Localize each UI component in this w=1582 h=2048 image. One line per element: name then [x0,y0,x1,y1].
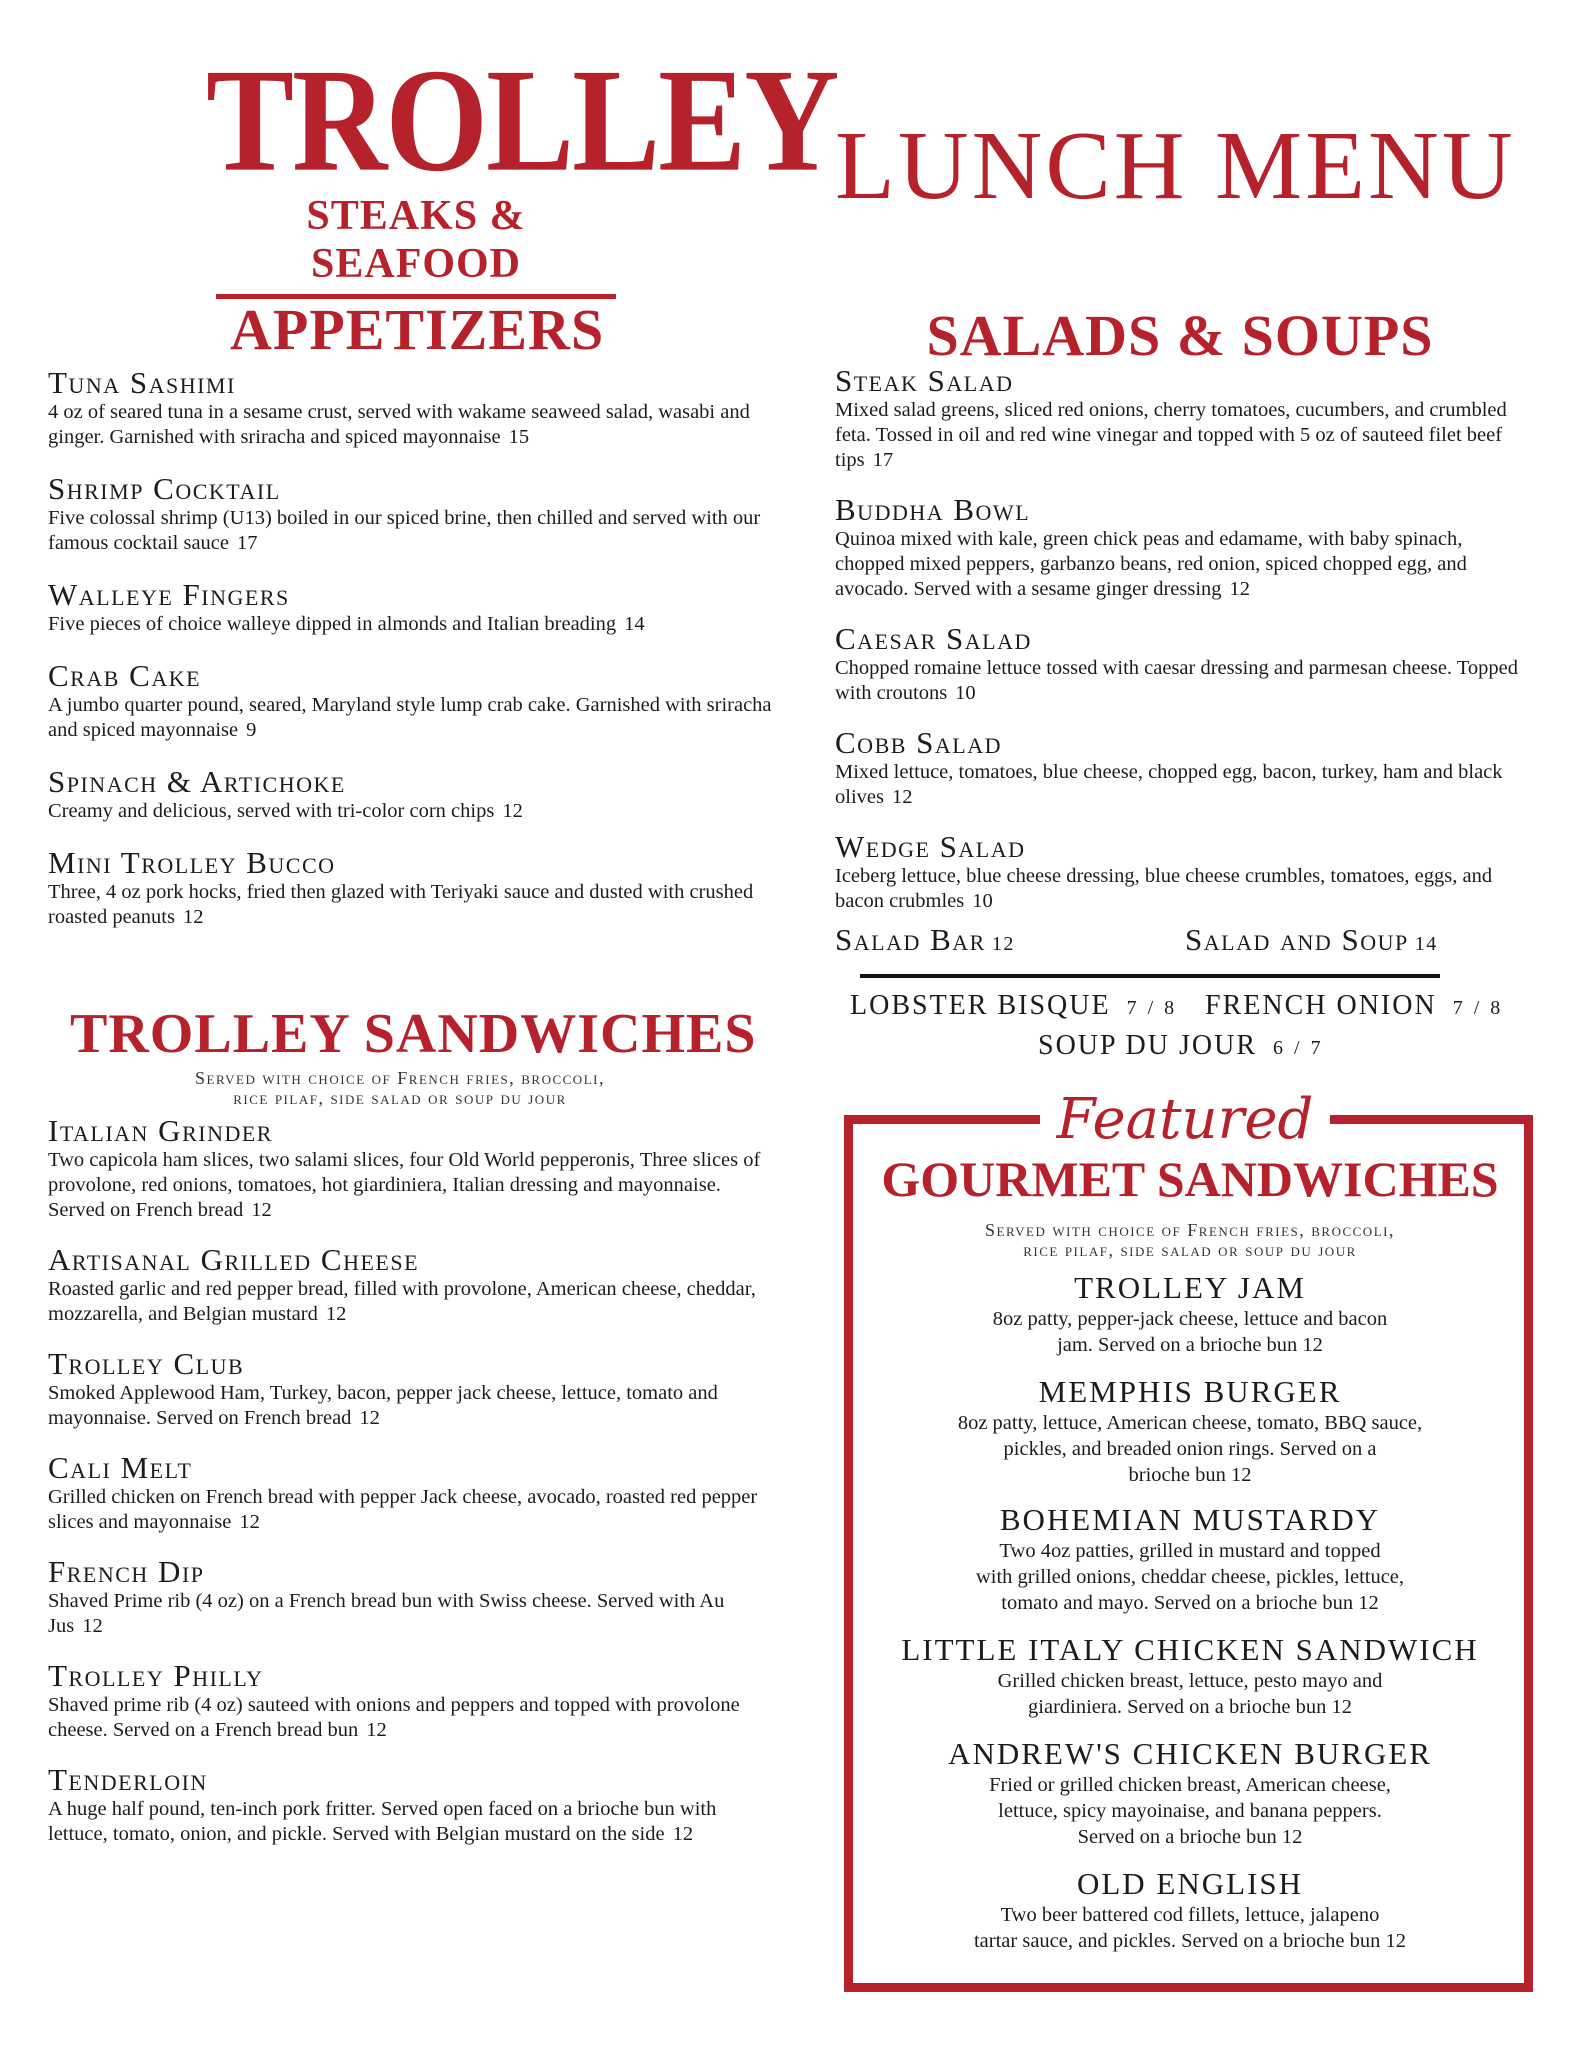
menu-item [48,1347,778,1431]
salads-list [835,364,1535,914]
salad-bar-item: Salad Bar 12 [835,922,1015,957]
item-name: OLD ENGLISH [1076,1866,1304,1901]
item-price: 12 [239,1511,260,1533]
item-name: Shrimp Cocktail [48,471,281,506]
item-description: pickles, and breaded onion rings. Served on a [1003,1438,1377,1460]
appetizers-list [48,366,778,930]
menu-item [835,493,1535,602]
item-price: 12 [325,1303,347,1325]
item-description: Two 4oz patties, grilled in mustard and topped [999,1540,1381,1562]
menu-item [48,366,778,450]
featured-label: Featured [1040,1085,1330,1155]
gourmet-served-note: Served with choice of French fries, broccoli, rice pilaf, side salad or soup du jour [985,1220,1395,1260]
item-description: brioche bun 12 [1128,1464,1252,1486]
item-price: 10 [955,682,976,704]
item-description: Iceberg lettuce, blue cheese dressing, blue cheese crumbles, tomatoes, eggs, and bacon crubmles 10 [835,865,1493,912]
menu-item [48,1114,778,1223]
item-description: tartar sauce, and pickles. Served on a brioche bun 12 [973,1930,1407,1952]
item-description: with grilled onions, cheddar cheese, pickles, lettuce, [975,1566,1405,1588]
item-price: 12 [182,906,204,928]
featured-item [870,1632,1510,1720]
trolley-logo [206,37,838,287]
item-description: 8oz patty, pepper-jack cheese, lettuce and bacon [992,1308,1388,1330]
item-description: Five colossal shrimp (U13) boiled in our spiced brine, then chilled and served with our famous cocktail sauce 17 [48,507,761,554]
item-description: 4 oz of seared tuna in a sesame crust, served with wakame seaweed salad, wasabi and ginger. Garnished with sriracha and spiced mayonnaise 15 [48,401,750,448]
item-name: Trolley Philly [48,1658,264,1693]
featured-item [870,1374,1510,1488]
item-description: Served on a brioche bun 12 [1077,1826,1303,1848]
item-name: ANDREW'S CHICKEN BURGER [948,1736,1432,1771]
divider [860,974,1440,978]
item-price: 6 / 7 [1273,1037,1324,1059]
item-description: Roasted garlic and red pepper bread, filled with provolone, American cheese, cheddar, mozzarella, and Belgian mustard 12 [48,1278,756,1325]
item-price: 12 [82,1615,103,1637]
item-name: Cobb Salad [835,725,1003,760]
item-description: giardiniera. Served on a brioche bun 12 [1028,1696,1352,1718]
featured-item [870,1502,1510,1616]
item-price: 12 [366,1719,387,1741]
item-name: Trolley Club [48,1346,245,1381]
item-name: Caesar Salad [835,621,1032,656]
soup-french-onion: FRENCH ONION 7 / 8 [1205,990,1504,1021]
item-description: Quinoa mixed with kale, green chick peas and edamame, with baby spinach, chopped mixed peppers, garbanzo beans, red onion, spiced chopped egg, and avocado. Served with a sesame ginger dressing 12 [835,528,1467,600]
item-description: Fried or grilled chicken breast, American cheese, [989,1774,1391,1796]
menu-item [48,846,778,930]
item-description: A jumbo quarter pound, seared, Maryland style lump crab cake. Garnished with sriracha and spiced mayonnaise 9 [48,694,772,741]
item-name: Tuna Sashimi [48,365,236,400]
item-description: Shaved prime rib (4 oz) sauteed with onions and peppers and topped with provolone cheese. Served on a French bread bun 12 [48,1694,740,1741]
item-name: LITTLE ITALY CHICKEN SANDWICH [901,1632,1479,1667]
item-price: 17 [872,449,894,471]
menu-item [835,364,1535,473]
item-description: 8oz patty, lettuce, American cheese, tomato, BBQ sauce, [957,1412,1423,1434]
salad-and-soup-item: Salad and Soup 14 [1185,922,1438,957]
logo-name: TROLLEY [206,37,838,203]
menu-item [835,622,1535,706]
item-name: TROLLEY JAM [1074,1270,1306,1305]
sandwiches-heading: TROLLEY SANDWICHES [70,1003,757,1065]
item-price: 14 [1414,933,1438,955]
item-description: Five pieces of choice walleye dipped in almonds and Italian breading 14 [48,613,645,635]
item-price: 12 [359,1407,380,1429]
menu-item [835,830,1535,914]
menu-item [48,1555,778,1639]
soup-du-jour: SOUP DU JOUR 6 / 7 [1038,1030,1324,1061]
item-price: 17 [237,532,258,554]
menu-item [48,578,778,637]
item-description: Creamy and delicious, served with tri-color corn chips 12 [48,800,523,822]
item-description: tomato and mayo. Served on a brioche bun 12 [1001,1592,1379,1614]
item-name: Steak Salad [835,363,1014,398]
menu-item [48,1659,778,1743]
menu-item [48,765,778,824]
item-name: MEMPHIS BURGER [1038,1374,1342,1409]
item-description: Grilled chicken breast, lettuce, pesto mayo and [997,1670,1383,1692]
item-name: French Dip [48,1554,205,1589]
item-name: BOHEMIAN MUSTARDY [999,1502,1381,1537]
featured-item [870,1866,1510,1954]
item-price: 10 [972,890,993,912]
item-description: A huge half pound, ten-inch pork fritter. Served open faced on a brioche bun with lettuce, tomato, onion, and pickle. Served with Belgian mustard on the side 12 [48,1798,717,1845]
menu-item [48,472,778,556]
item-price: 12 [251,1199,272,1221]
item-price: 7 / 8 [1452,997,1504,1019]
item-price: 7 / 8 [1126,997,1178,1019]
item-name: Crab Cake [48,658,202,693]
menu-item [48,1243,778,1327]
sandwiches-served-note: Served with choice of French fries, broccoli, rice pilaf, side salad or soup du jour [195,1068,605,1108]
item-price: 12 [991,933,1015,955]
menu-item [835,726,1535,810]
logo-tagline: STEAKS & SEAFOOD [306,193,526,287]
appetizers-heading: APPETIZERS [230,297,605,362]
sandwiches-list [48,1114,778,1847]
item-name: Cali Melt [48,1450,193,1485]
item-name: Mini Trolley Bucco [48,845,336,880]
item-description: Three, 4 oz pork hocks, fried then glazed with Teriyaki sauce and dusted with crushed roasted peanuts 12 [48,881,754,928]
menu-item [48,1451,778,1535]
item-price: 12 [672,1823,694,1845]
salads-heading: SALADS & SOUPS [926,303,1434,368]
item-price: 12 [502,800,523,822]
item-name: Buddha Bowl [835,492,1031,527]
item-description: Smoked Applewood Ham, Turkey, bacon, pepper jack cheese, lettuce, tomato and mayonnaise. Served on French bread 12 [48,1382,718,1429]
item-name: Italian Grinder [48,1113,273,1148]
item-description: Mixed lettuce, tomatoes, blue cheese, chopped egg, bacon, turkey, ham and black olives 12 [835,761,1503,808]
item-price: 12 [891,786,913,808]
item-name: Spinach & Artichoke [48,764,346,799]
item-description: Two beer battered cod fillets, lettuce, jalapeno [1000,1904,1380,1926]
item-name: Wedge Salad [835,829,1026,864]
soup-lobster-bisque: LOBSTER BISQUE 7 / 8 [850,990,1178,1021]
item-description: Chopped romaine lettuce tossed with caesar dressing and parmesan cheese. Topped with croutons 10 [835,657,1519,704]
menu-item [48,1763,778,1847]
item-price: 15 [508,426,530,448]
item-description: lettuce, spicy mayoinaise, and banana peppers. [998,1800,1382,1822]
item-price: 9 [246,719,257,741]
item-description: Two capicola ham slices, two salami slices, four Old World pepperonis, Three slices of provolone, red onions, tomatoes, hot giardiniera, Italian dressing and mayonnaise. Served on French bread 12 [48,1149,761,1221]
page-title: LUNCH MENU [835,112,1516,220]
item-name: Artisanal Grilled Cheese [48,1242,420,1277]
item-name: Tenderloin [48,1762,208,1797]
featured-item [870,1736,1510,1850]
menu-item [48,659,778,743]
item-description: Grilled chicken on French bread with pepper Jack cheese, avocado, roasted red pepper slices and mayonnaise 12 [48,1486,758,1533]
item-price: 12 [1229,578,1251,600]
featured-item [870,1270,1510,1358]
item-description: jam. Served on a brioche bun 12 [1057,1334,1323,1356]
item-name: Walleye Fingers [48,577,290,612]
gourmet-heading: GOURMET SANDWICHES [881,1151,1499,1207]
item-description: Shaved Prime rib (4 oz) on a French bread bun with Swiss cheese. Served with Au Jus 12 [48,1590,725,1637]
item-description: Mixed salad greens, sliced red onions, cherry tomatoes, cucumbers, and crumbled feta. Tossed in oil and red wine vinegar and topped with 5 oz of sauteed filet beef tips 17 [835,399,1507,471]
item-price: 14 [624,613,645,635]
